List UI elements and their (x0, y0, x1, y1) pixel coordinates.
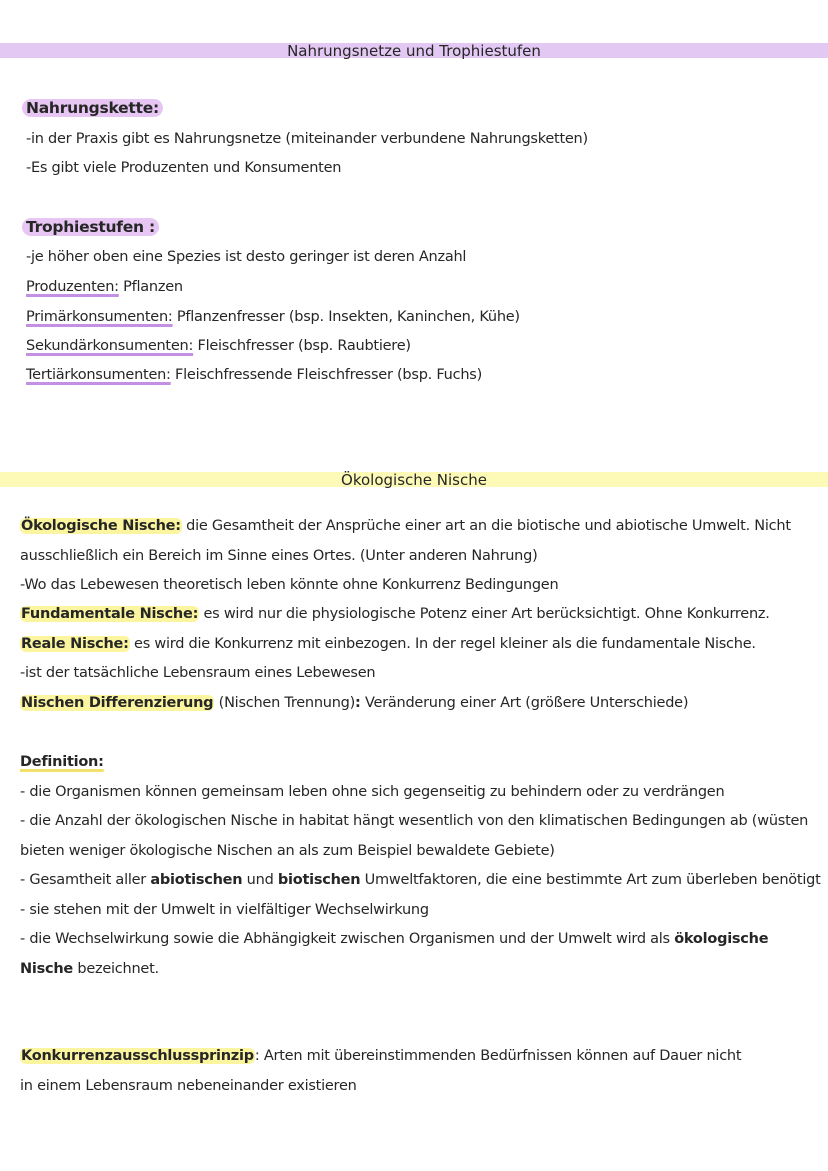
oekologische-nische-term: Ökologische Nische: (21, 518, 181, 534)
reale-nische-line-1 (20, 633, 756, 655)
definition-text: - Gesamtheit aller (20, 872, 151, 888)
level-primaerkonsumenten (26, 306, 520, 328)
oekologische-nische-text: die Gesamtheit der Ansprüche einer art an die biotische und abiotische Umwelt. Nicht (181, 518, 791, 534)
oekologische-nische-line-3: -Wo das Lebewesen theoretisch leben könnte ohne Konkurrenz Bedingungen (20, 577, 559, 593)
definition-text: bezeichnet. (73, 961, 159, 977)
fundamentale-nische-text: es wird nur die physiologische Potenz einer Art berücksichtigt. Ohne Konkurrenz. (199, 606, 770, 622)
section-title-nahrungsnetze: Nahrungsnetze und Trophiestufen (287, 42, 541, 60)
level-produzenten (26, 276, 183, 298)
level-text: Fleischfresser (bsp. Raubtiere) (193, 338, 411, 354)
level-sekundaerkonsumenten (26, 335, 411, 357)
definition-heading (20, 751, 104, 773)
nahrungskette-heading (22, 97, 163, 120)
definition-bold-oekologische: ökologische (674, 931, 769, 947)
oekologische-nische-line-2: ausschließlich ein Bereich im Sinne eines Ortes. (Unter anderen Nahrung) (20, 548, 538, 564)
definition-line-3: bieten weniger ökologische Nischen an als zum Beispiel bewaldete Gebiete) (20, 843, 555, 859)
fundamentale-nische-term: Fundamentale Nische: (21, 606, 199, 622)
nischen-differenzierung-paren: (Nischen Trennung) (214, 695, 356, 711)
nischen-differenzierung-colon: : (355, 695, 361, 711)
level-text: Pflanzenfresser (bsp. Insekten, Kaninchen, Kühe) (172, 309, 520, 325)
level-term: Produzenten: (26, 279, 119, 295)
definition-bold-abiotischen: abiotischen (150, 872, 243, 888)
level-term: Primärkonsumenten: (26, 309, 173, 325)
reale-nische-text: es wird die Konkurrenz mit einbezogen. In der regel kleiner als die fundamentale Nische. (129, 636, 756, 652)
definition-bold-nische: Nische (20, 961, 73, 977)
definition-heading-text: Definition: (20, 754, 104, 770)
nahrungskette-line-2: -Es gibt viele Produzenten und Konsumenten (26, 160, 342, 176)
section-title-oekologische-nische: Ökologische Nische (341, 471, 487, 489)
oekologische-nische-line-1 (20, 515, 791, 537)
definition-text: und (242, 872, 278, 888)
konkurrenzausschlussprinzip-text: : Arten mit übereinstimmenden Bedürfnissen können auf Dauer nicht (254, 1048, 742, 1064)
definition-line-1: - die Organismen können gemeinsam leben ohne sich gegenseitig zu behindern oder zu verdrängen (20, 784, 725, 800)
definition-line-4 (20, 869, 821, 891)
reale-nische-term: Reale Nische: (21, 636, 129, 652)
fundamentale-nische-line (20, 603, 770, 625)
nahrungskette-heading-text: Nahrungskette: (22, 99, 163, 117)
konkurrenzausschlussprinzip-line-2: in einem Lebensraum nebeneinander existieren (20, 1078, 357, 1094)
nischen-differenzierung-line (20, 692, 688, 714)
konkurrenzausschlussprinzip-term: Konkurrenzausschlussprinzip (21, 1048, 254, 1064)
definition-line-6 (20, 928, 768, 950)
definition-text: - die Wechselwirkung sowie die Abhängigkeit zwischen Organismen und der Umwelt wird als (20, 931, 675, 947)
definition-line-2: - die Anzahl der ökologischen Nische in habitat hängt wesentlich von den klimatischen Bedingungen ab (wüsten (20, 813, 809, 829)
level-term: Tertiärkonsumenten: (26, 367, 171, 383)
level-text: Pflanzen (118, 279, 183, 295)
nischen-differenzierung-text: Veränderung einer Art (größere Unterschiede) (360, 695, 689, 711)
trophiestufen-heading (22, 216, 159, 239)
konkurrenzausschlussprinzip-line-1 (20, 1045, 741, 1067)
trophiestufen-heading-text: Trophiestufen : (22, 218, 159, 236)
trophiestufen-intro: -je höher oben eine Spezies ist desto geringer ist deren Anzahl (26, 249, 467, 265)
level-tertiaerkonsumenten (26, 364, 482, 386)
level-text: Fleischfressende Fleischfresser (bsp. Fuchs) (170, 367, 482, 383)
nahrungskette-line-1: -in der Praxis gibt es Nahrungsnetze (miteinander verbundene Nahrungsketten) (26, 131, 588, 147)
definition-line-5: - sie stehen mit der Umwelt in vielfältiger Wechselwirkung (20, 902, 429, 918)
definition-line-7 (20, 958, 159, 980)
level-term: Sekundärkonsumenten: (26, 338, 194, 354)
nischen-differenzierung-term: Nischen Differenzierung (21, 695, 214, 711)
reale-nische-line-2: -ist der tatsächliche Lebensraum eines Lebewesen (20, 665, 376, 681)
definition-text: Umweltfaktoren, die eine bestimmte Art zum überleben benötigt (360, 872, 821, 888)
definition-bold-biotischen: biotischen (277, 872, 361, 888)
